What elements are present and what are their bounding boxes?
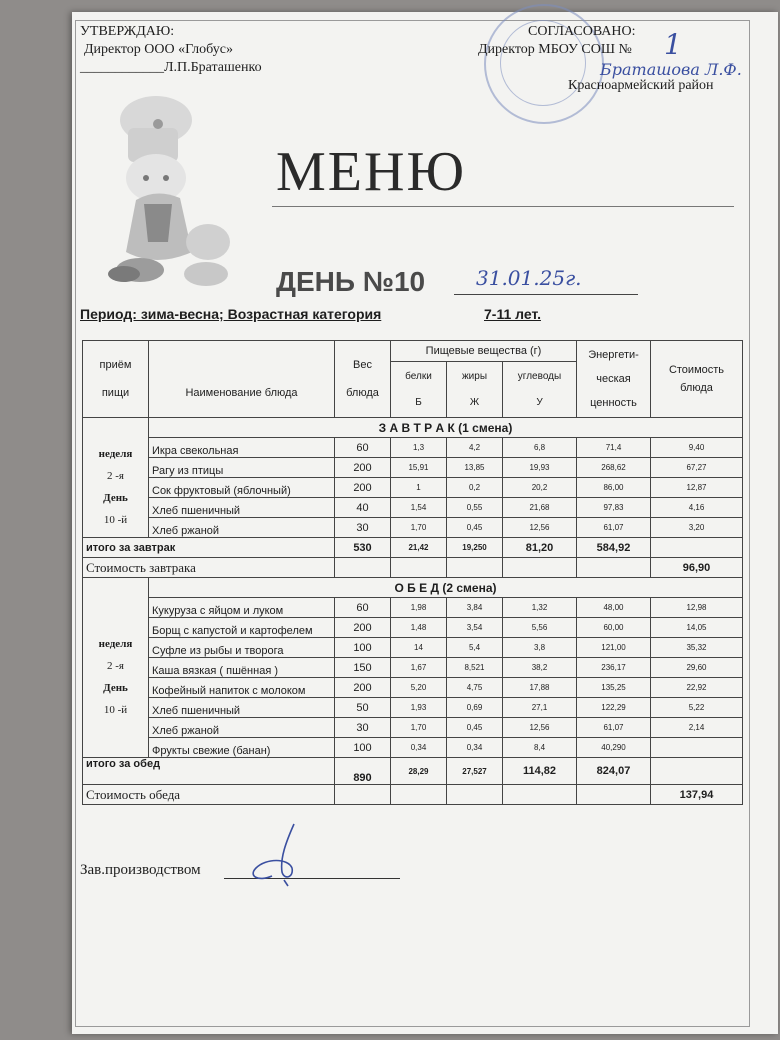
dish-cost: 22,92 [651, 678, 743, 698]
dish-protein: 0,34 [391, 738, 447, 758]
header-cost-1: Стоимость [668, 364, 725, 376]
handwritten-date: 31.01.25г. [476, 266, 582, 290]
lunch-total-protein: 28,29 [391, 758, 447, 785]
dish-weight: 200 [335, 618, 391, 638]
blank-cell [83, 418, 149, 438]
breakfast-total-protein: 21,42 [391, 538, 447, 558]
dish-cost: 3,20 [651, 518, 743, 538]
age-range: 7-11 лет. [484, 306, 541, 322]
dish-energy: 60,00 [577, 618, 651, 638]
meal-label-line: 2 -я [107, 660, 124, 673]
table-row [83, 598, 743, 618]
agree-title: СОГЛАСОВАНО: [528, 24, 636, 39]
dish-weight: 200 [335, 478, 391, 498]
dish-fat: 4,75 [447, 678, 503, 698]
dish-weight: 100 [335, 638, 391, 658]
lunch-total-fat: 27,527 [447, 758, 503, 785]
date-underline [454, 294, 638, 295]
lunch-total-weight: 890 [335, 758, 391, 785]
lunch-cost-row [83, 785, 743, 805]
header-fat [447, 362, 503, 418]
dish-weight: 60 [335, 438, 391, 458]
lunch-title: О Б Е Д (2 смена) [149, 578, 743, 598]
agree-position: Директор МБОУ СОШ № [478, 42, 632, 57]
dish-carbs: 12,56 [503, 718, 577, 738]
table-row [83, 658, 743, 678]
header-fat-1: жиры [461, 370, 488, 382]
dish-fat: 13,85 [447, 458, 503, 478]
dish-carbs: 19,93 [503, 458, 577, 478]
header-carbs [503, 362, 577, 418]
blank-cell [577, 785, 651, 805]
table-row [83, 718, 743, 738]
approve-position: Директор ООО «Глобус» [84, 42, 233, 57]
dish-energy: 86,00 [577, 478, 651, 498]
dish-weight: 150 [335, 658, 391, 678]
dish-energy: 61,07 [577, 518, 651, 538]
dish-name: Кукуруза с яйцом и луком [149, 598, 335, 618]
dish-energy: 48,00 [577, 598, 651, 618]
breakfast-cost-label: Стоимость завтрака [83, 558, 335, 578]
breakfast-rows [83, 438, 743, 538]
dish-carbs: 5,56 [503, 618, 577, 638]
header-energy [577, 341, 651, 418]
header-protein [391, 362, 447, 418]
dish-protein: 1,98 [391, 598, 447, 618]
dish-carbs: 6,8 [503, 438, 577, 458]
dish-carbs: 38,2 [503, 658, 577, 678]
dish-weight: 60 [335, 598, 391, 618]
dish-name: Борщ с капустой и картофелем [149, 618, 335, 638]
header-dish-name: Наименование блюда [149, 341, 335, 418]
dish-weight: 30 [335, 718, 391, 738]
header-energy-1: Энергети- [588, 349, 639, 361]
dish-fat: 8,521 [447, 658, 503, 678]
blank-cell [447, 785, 503, 805]
dish-carbs: 3,8 [503, 638, 577, 658]
dish-protein: 14 [391, 638, 447, 658]
table-row [83, 498, 743, 518]
dish-carbs: 8,4 [503, 738, 577, 758]
dish-carbs: 21,68 [503, 498, 577, 518]
dish-fat: 0,55 [447, 498, 503, 518]
dish-fat: 3,54 [447, 618, 503, 638]
table-row [83, 458, 743, 478]
dish-cost: 2,14 [651, 718, 743, 738]
dish-protein: 1,48 [391, 618, 447, 638]
dish-name: Хлеб пшеничный [149, 698, 335, 718]
dish-name: Кофейный напиток с молоком [149, 678, 335, 698]
dish-weight: 30 [335, 518, 391, 538]
table-row [83, 518, 743, 538]
dish-fat: 0,69 [447, 698, 503, 718]
header-nutrients: Пищевые вещества (г) [391, 341, 577, 362]
dish-cost: 14,05 [651, 618, 743, 638]
dish-name: Икра свекольная [149, 438, 335, 458]
lunch-cost-total: 137,94 [651, 785, 743, 805]
dish-carbs: 17,88 [503, 678, 577, 698]
blank-cell [391, 785, 447, 805]
dish-energy: 135,25 [577, 678, 651, 698]
dish-name: Фрукты свежие (банан) [149, 738, 335, 758]
meal-label-line: неделя [98, 638, 133, 651]
meal-label-line: День [103, 682, 128, 695]
dish-name: Хлеб ржаной [149, 518, 335, 538]
dish-cost: 67,27 [651, 458, 743, 478]
breakfast-title: З А В Т Р А К (1 смена) [149, 418, 743, 438]
blank-cell [83, 578, 149, 598]
header-carbs-1: углеводы [517, 370, 562, 382]
dish-fat: 5,4 [447, 638, 503, 658]
table-row [83, 678, 743, 698]
dish-fat: 0,34 [447, 738, 503, 758]
dish-cost: 29,60 [651, 658, 743, 678]
handwritten-school-number: 1 [664, 28, 682, 61]
blank-cell [577, 558, 651, 578]
dish-carbs: 12,56 [503, 518, 577, 538]
lunch-total-carbs: 114,82 [503, 758, 577, 785]
dish-weight: 200 [335, 458, 391, 478]
table-row [83, 618, 743, 638]
page-title: МЕНЮ [276, 141, 466, 203]
table-row [83, 698, 743, 718]
breakfast-total-fat: 19,250 [447, 538, 503, 558]
period-line: Период: зима-весна; Возрастная категория [80, 306, 382, 322]
blank-cell [447, 558, 503, 578]
dish-energy: 268,62 [577, 458, 651, 478]
meal-label-line: День [103, 492, 128, 505]
dish-weight: 50 [335, 698, 391, 718]
meal-label [83, 598, 149, 758]
lunch-total-energy: 824,07 [577, 758, 651, 785]
approve-title: УТВЕРЖДАЮ: [80, 24, 175, 39]
meal-label-line: 10 -й [103, 704, 128, 717]
blank-cell [335, 558, 391, 578]
header-energy-3: ценность [590, 397, 637, 409]
blank-cell [391, 558, 447, 578]
dish-energy: 40,290 [577, 738, 651, 758]
dish-fat: 0,45 [447, 518, 503, 538]
production-head-label: Зав.производством [80, 862, 201, 878]
dish-cost: 35,32 [651, 638, 743, 658]
header-cost [651, 341, 743, 418]
blank-cell [503, 558, 577, 578]
blank-cell [503, 785, 577, 805]
dish-name: Хлеб пшеничный [149, 498, 335, 518]
dish-name: Сок фруктовый (яблочный) [149, 478, 335, 498]
dish-protein: 1,67 [391, 658, 447, 678]
dish-protein: 1 [391, 478, 447, 498]
dish-fat: 3,84 [447, 598, 503, 618]
dish-protein: 5,20 [391, 678, 447, 698]
header-cost-2: блюда [680, 382, 713, 394]
dish-cost: 4,16 [651, 498, 743, 518]
header-protein-2: Б [415, 396, 422, 408]
dish-energy: 122,29 [577, 698, 651, 718]
meal-label-line: неделя [98, 448, 133, 461]
dish-cost: 12,98 [651, 598, 743, 618]
breakfast-total-label: итого за завтрак [83, 538, 335, 558]
lunch-total-row [83, 758, 743, 785]
dish-fat: 0,2 [447, 478, 503, 498]
school-stamp [484, 4, 604, 124]
table-row [83, 638, 743, 658]
dish-protein: 1,54 [391, 498, 447, 518]
breakfast-total-energy: 584,92 [577, 538, 651, 558]
dish-fat: 4,2 [447, 438, 503, 458]
table-row [83, 438, 743, 458]
dish-name: Рагу из птицы [149, 458, 335, 478]
dish-name: Хлеб ржаной [149, 718, 335, 738]
header-protein-1: белки [405, 370, 432, 382]
dish-protein: 1,3 [391, 438, 447, 458]
chef-illustration [96, 92, 238, 292]
production-signature [236, 818, 316, 888]
header-weight [335, 341, 391, 418]
dish-energy: 71,4 [577, 438, 651, 458]
header-meal-time-2: пищи [101, 387, 130, 399]
blank-cell [335, 785, 391, 805]
breakfast-cost-total: 96,90 [651, 558, 743, 578]
title-underline [272, 206, 734, 207]
dish-fat: 0,45 [447, 718, 503, 738]
dish-cost: 12,87 [651, 478, 743, 498]
dish-carbs: 20,2 [503, 478, 577, 498]
lunch-section-row [83, 578, 743, 598]
dish-protein: 1,93 [391, 698, 447, 718]
dish-weight: 40 [335, 498, 391, 518]
breakfast-total-row [83, 538, 743, 558]
breakfast-total-weight: 530 [335, 538, 391, 558]
header-weight-2: блюда [346, 387, 379, 399]
dish-cost: 5,22 [651, 698, 743, 718]
menu-table [82, 340, 743, 805]
breakfast-cost-row [83, 558, 743, 578]
table-header-row [83, 341, 743, 362]
header-carbs-2: У [536, 396, 543, 408]
header-weight-1: Вес [353, 359, 372, 371]
lunch-cost-label: Стоимость обеда [83, 785, 335, 805]
table-row [83, 478, 743, 498]
header-meal-time [83, 341, 149, 418]
approve-name: ____________Л.П.Браташенко [80, 60, 262, 75]
day-label: ДЕНЬ №10 [276, 266, 426, 297]
dish-cost: 9,40 [651, 438, 743, 458]
dish-carbs: 27,1 [503, 698, 577, 718]
dish-name: Суфле из рыбы и творога [149, 638, 335, 658]
header-meal-time-1: приём [99, 359, 132, 371]
dish-weight: 100 [335, 738, 391, 758]
dish-energy: 236,17 [577, 658, 651, 678]
handwritten-signature: Браташова Л.Ф. [600, 60, 742, 79]
dish-carbs: 1,32 [503, 598, 577, 618]
table-row [83, 738, 743, 758]
dish-protein: 15,91 [391, 458, 447, 478]
dish-energy: 61,07 [577, 718, 651, 738]
meal-label-line: 2 -я [107, 470, 124, 483]
dish-protein: 1,70 [391, 518, 447, 538]
breakfast-total-carbs: 81,20 [503, 538, 577, 558]
blank-cell [651, 538, 743, 558]
agree-district: Красноармейский район [568, 78, 714, 93]
lunch-rows [83, 598, 743, 758]
meal-label-line: 10 -й [103, 514, 128, 527]
blank-cell [651, 758, 743, 785]
dish-weight: 200 [335, 678, 391, 698]
dish-protein: 1,70 [391, 718, 447, 738]
dish-energy: 97,83 [577, 498, 651, 518]
header-energy-2: ческая [596, 373, 631, 385]
dish-name: Каша вязкая ( пшённая ) [149, 658, 335, 678]
dish-cost [651, 738, 743, 758]
meal-label [83, 438, 149, 538]
lunch-total-label: итого за обед [83, 758, 335, 785]
breakfast-section-row [83, 418, 743, 438]
header-fat-2: Ж [469, 396, 480, 408]
dish-energy: 121,00 [577, 638, 651, 658]
